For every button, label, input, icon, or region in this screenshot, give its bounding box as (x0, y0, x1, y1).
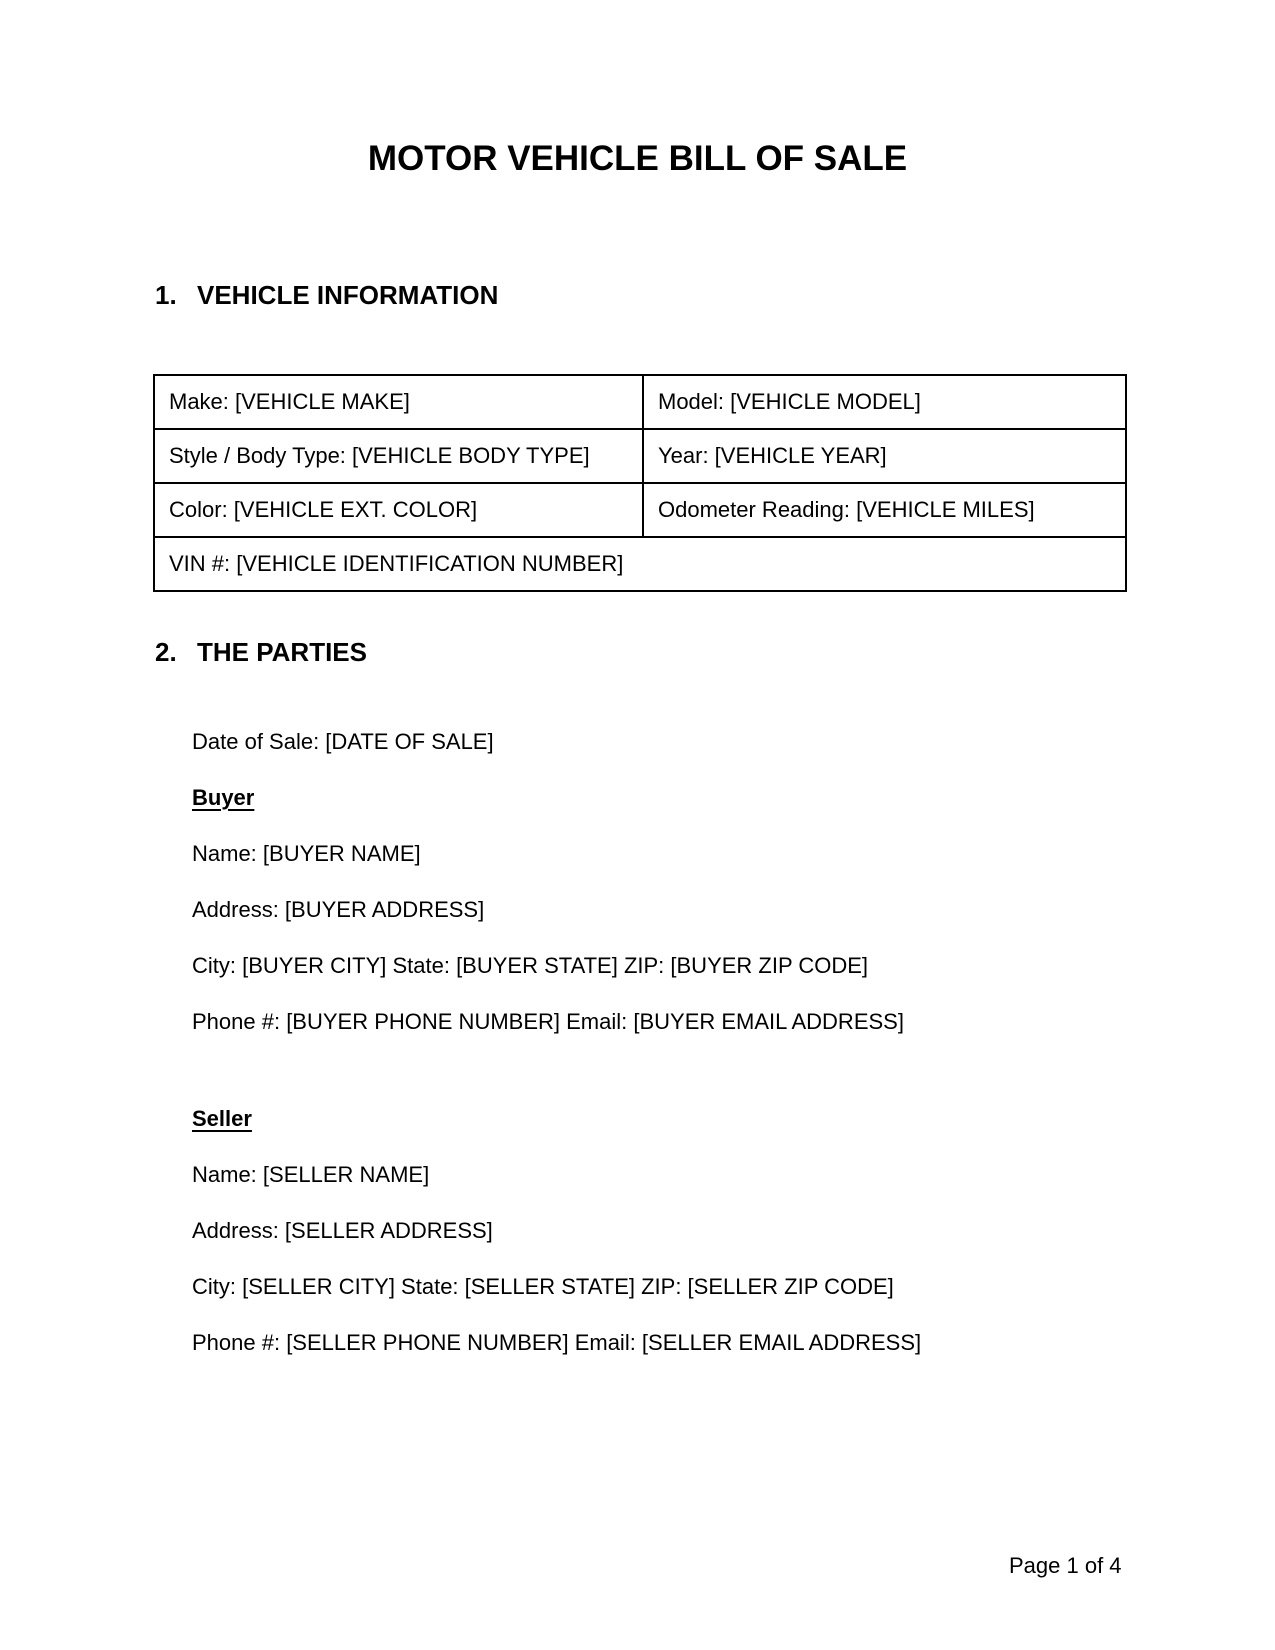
table-cell-body-type: Style / Body Type: [VEHICLE BODY TYPE] (154, 429, 643, 483)
seller-address-line: Address: [SELLER ADDRESS] (192, 1218, 493, 1243)
table-row (154, 375, 1126, 429)
seller-heading (0, 1106, 1275, 1132)
seller-phone-email-line: Phone #: [SELLER PHONE NUMBER] Email: [SELLER EMAIL ADDRESS] (192, 1330, 922, 1355)
vehicle-info-table (153, 374, 1127, 592)
section-heading-vehicle-information (0, 280, 1275, 310)
document-title: MOTOR VEHICLE BILL OF SALE (367, 139, 908, 178)
table-row (154, 483, 1126, 537)
section-number: 2. (155, 637, 177, 667)
buyer-city-state-zip-line: City: [BUYER CITY] State: [BUYER STATE] ZIP: [BUYER ZIP CODE] (192, 953, 869, 978)
table-cell-vin: VIN #: [VEHICLE IDENTIFICATION NUMBER] (154, 537, 1126, 591)
buyer-phone-email-line: Phone #: [BUYER PHONE NUMBER] Email: [BUYER EMAIL ADDRESS] (192, 1009, 904, 1034)
buyer-heading-label: Buyer (192, 785, 255, 810)
seller-city-state-zip-line: City: [SELLER CITY] State: [SELLER STATE] ZIP: [SELLER ZIP CODE] (192, 1274, 894, 1299)
table-row (154, 537, 1126, 591)
table-row (154, 429, 1126, 483)
table-cell-odometer: Odometer Reading: [VEHICLE MILES] (643, 483, 1126, 537)
section-heading-the-parties (0, 637, 1275, 667)
section-number: 1. (155, 280, 177, 310)
seller-heading-label: Seller (192, 1106, 252, 1131)
buyer-heading (0, 785, 1275, 811)
buyer-address-line: Address: [BUYER ADDRESS] (192, 897, 485, 922)
table-cell-model: Model: [VEHICLE MODEL] (643, 375, 1126, 429)
buyer-name-line: Name: [BUYER NAME] (192, 841, 421, 866)
seller-name-line: Name: [SELLER NAME] (192, 1162, 430, 1187)
table-cell-year: Year: [VEHICLE YEAR] (643, 429, 1126, 483)
table-cell-color: Color: [VEHICLE EXT. COLOR] (154, 483, 643, 537)
section-heading-label: THE PARTIES (197, 637, 367, 667)
page-number: Page 1 of 4 (1009, 1553, 1122, 1578)
table-cell-make: Make: [VEHICLE MAKE] (154, 375, 643, 429)
date-of-sale-line: Date of Sale: [DATE OF SALE] (192, 729, 494, 754)
section-heading-label: VEHICLE INFORMATION (197, 280, 499, 310)
